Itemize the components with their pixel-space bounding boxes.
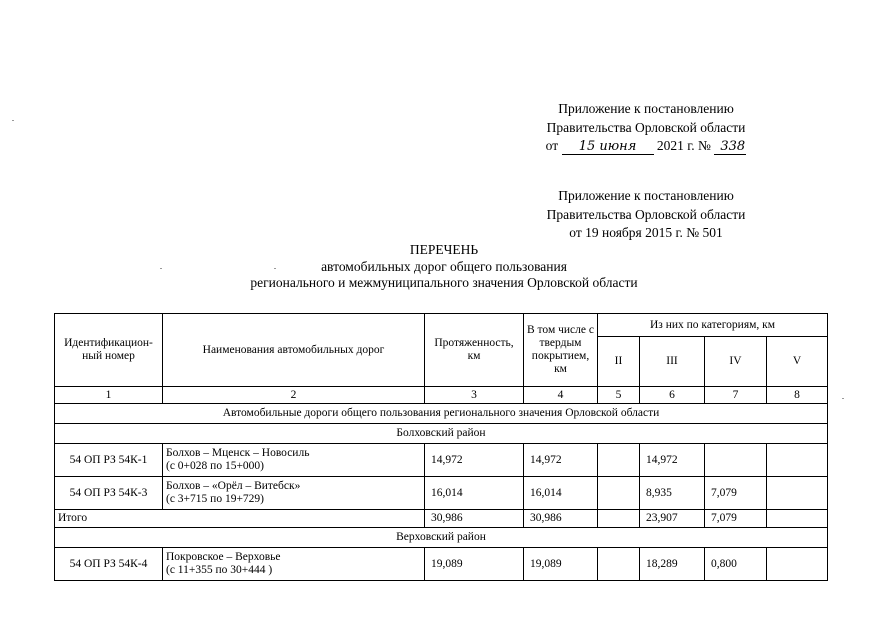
title-line2: автомобильных дорог общего пользования [321,258,567,274]
district-row [55,528,828,548]
header-hard-surface: В том числе с твердым покрытием, км [524,314,598,387]
road-name-line1: Болхов – «Орёл – Витебск» [166,480,301,492]
column-number: 6 [640,387,705,404]
road-cat2 [598,548,640,581]
header-id: Идентификацион-ный номер [55,314,163,387]
road-length: 19,089 [425,548,524,581]
roads-table [54,313,828,581]
header-cat3: III [640,337,705,387]
column-number-row [55,387,828,404]
title-line3: регионального и межмуниципального значения Орловской области [250,275,638,290]
appendix-original-line1: Приложение к постановлению [558,188,734,203]
scan-speck [274,268,276,269]
district-row [55,424,828,444]
total-cat4: 7,079 [705,510,767,528]
table-row [55,477,828,510]
header-name: Наименования автомобильных дорог [163,314,425,387]
road-length: 16,014 [425,477,524,510]
header-cat5: V [767,337,828,387]
road-name-line1: Болхов – Мценск – Новосиль [166,447,310,459]
road-cat4: 7,079 [705,477,767,510]
road-cat4: 0,800 [705,548,767,581]
appendix-original-line2: Правительства Орловской области [546,206,746,222]
appendix-current-line1: Приложение к постановлению [558,101,734,116]
header-length: Протяженность, км [425,314,524,387]
total-row [55,510,828,528]
appendix-original-block [516,187,776,243]
handwritten-number: 338 [714,140,746,155]
road-hard-surface: 14,972 [524,444,598,477]
column-number: 1 [55,387,163,404]
road-cat3: 18,289 [640,548,705,581]
header-cat4: IV [705,337,767,387]
column-number: 8 [767,387,828,404]
total-cat5 [767,510,828,528]
scan-speck [12,120,14,121]
total-cat3: 23,907 [640,510,705,528]
road-name [163,477,425,510]
district-name: Верховский район [55,528,828,548]
date-prefix: от [545,138,559,153]
road-name-line2: (с 3+715 по 19+729) [166,493,265,505]
road-id: 54 ОП РЗ 54К-4 [55,548,163,581]
road-cat3: 8,935 [640,477,705,510]
road-name-line1: Покровское – Верховье [166,551,281,563]
column-number: 4 [524,387,598,404]
road-cat4 [705,444,767,477]
road-cat2 [598,477,640,510]
road-name [163,548,425,581]
appendix-current-block [516,100,776,156]
road-name-line2: (с 11+355 по 30+444 ) [166,564,273,576]
table-row [55,548,828,581]
scan-speck [842,398,844,399]
total-cat2 [598,510,640,528]
appendix-current-date-line [516,137,776,156]
appendix-current-line2: Правительства Орловской области [546,119,746,135]
column-number: 7 [705,387,767,404]
column-number: 2 [163,387,425,404]
total-length: 30,986 [425,510,524,528]
road-cat5 [767,444,828,477]
road-hard-surface: 16,014 [524,477,598,510]
header-categories: Из них по категориям, км [598,314,828,337]
handwritten-date: 15 июня [562,140,654,155]
road-hard-surface: 19,089 [524,548,598,581]
road-name [163,444,425,477]
column-number: 5 [598,387,640,404]
road-id: 54 ОП РЗ 54К-3 [55,477,163,510]
section-title: Автомобильные дороги общего пользования регионального значения Орловской области [55,404,828,424]
date-suffix: 2021 г. № [656,138,711,153]
appendix-original-line3: от 19 ноября 2015 г. № 501 [569,225,723,240]
road-name-line2: (с 0+028 по 15+000) [166,460,265,472]
title-line1: ПЕРЕЧЕНЬ [409,242,479,257]
road-cat5 [767,548,828,581]
document-title [0,242,888,292]
road-cat3: 14,972 [640,444,705,477]
road-length: 14,972 [425,444,524,477]
section-title-row [55,404,828,424]
road-id: 54 ОП РЗ 54К-1 [55,444,163,477]
road-cat5 [767,477,828,510]
table-header-row [55,314,828,337]
table-row [55,444,828,477]
header-cat2: II [598,337,640,387]
road-cat2 [598,444,640,477]
district-name: Болховский район [55,424,828,444]
total-label: Итого [55,510,425,528]
total-hard-surface: 30,986 [524,510,598,528]
scan-speck [160,268,162,269]
column-number: 3 [425,387,524,404]
